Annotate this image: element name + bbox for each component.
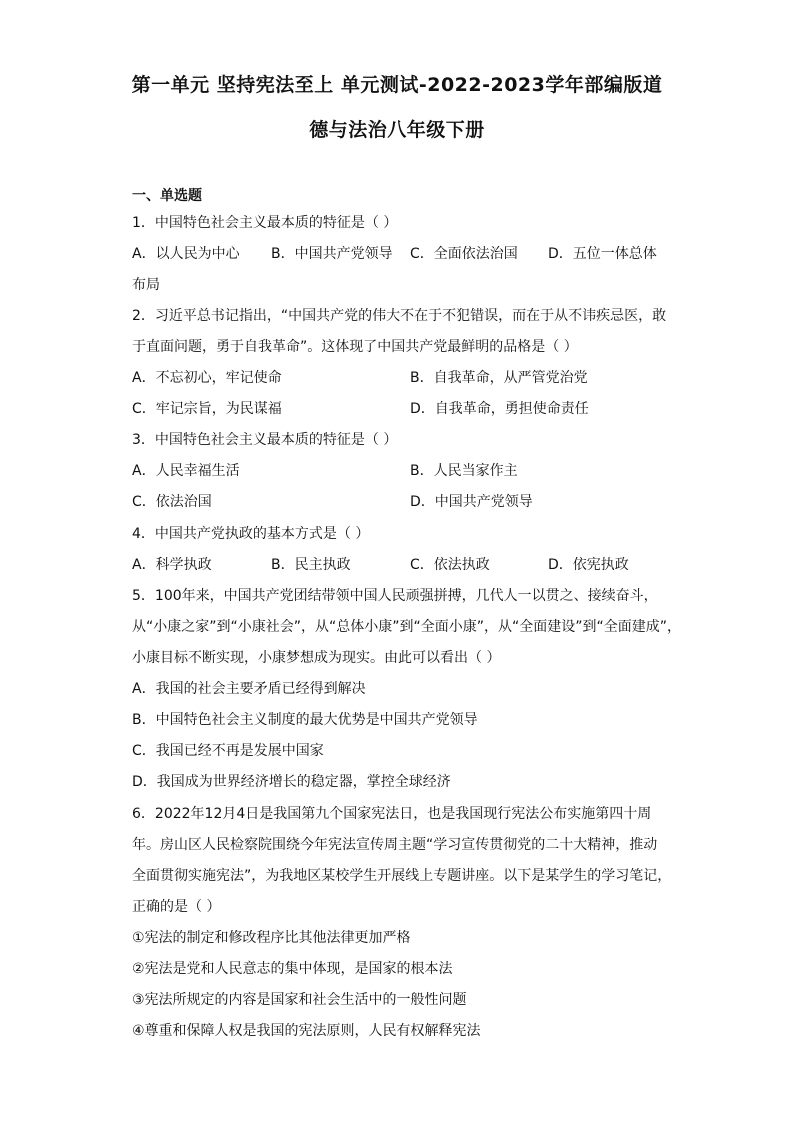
question-3-stem: 3．中国特色社会主义最本质的特征是（ ）	[132, 432, 398, 448]
document-title-line2: 德与法治八年级下册	[309, 119, 485, 141]
question-3-option-b: B．人民当家作主	[410, 463, 518, 479]
question-5-option-a: A．我国的社会主要矛盾已经得到解决	[132, 681, 366, 697]
question-6-stem-line1: 6．2022年12月4日是我国第九个国家宪法日，也是我国现行宪法公布实施第四十周	[132, 806, 652, 822]
question-6-statement-2: ②宪法是党和人民意志的集中体现，是国家的根本法	[132, 961, 453, 977]
question-5-option-d: D．我国成为世界经济增长的稳定器，掌控全球经济	[132, 774, 451, 790]
question-2-option-d: D．自我革命，勇担使命责任	[410, 401, 589, 417]
question-5-stem-line3: 小康目标不断实现，小康梦想成为现实。由此可以看出（ ）	[132, 650, 501, 666]
question-5-option-b: B．中国特色社会主义制度的最大优势是中国共产党领导	[132, 712, 478, 728]
question-6-statement-4: ④尊重和保障人权是我国的宪法原则，人民有权解释宪法	[132, 1023, 481, 1039]
question-3-option-d: D．中国共产党领导	[410, 494, 533, 510]
question-3-option-c: C．依法治国	[132, 494, 212, 510]
document-title-line1: 第一单元 坚持宪法至上 单元测试-2022-2023学年部编版道	[131, 74, 663, 96]
question-6-stem-line3: 全面贯彻实施宪法”，为我地区某校学生开展线上专题讲座。以下是某学生的学习笔记，	[132, 868, 672, 884]
question-1-option-d: D．五位一体总体	[548, 246, 657, 262]
question-5-stem-line2: 从“小康之家”到“小康社会”，从“总体小康”到“全面小康”，从“全面建设”到“全面建成”，	[132, 619, 682, 635]
question-1-stem: 1．中国特色社会主义最本质的特征是（ ）	[132, 215, 398, 231]
question-1-option-a: A．以人民为中心	[132, 246, 240, 262]
question-2-option-a: A．不忘初心，牢记使命	[132, 370, 282, 386]
question-6-statement-3: ③宪法所规定的内容是国家和社会生活中的一般性问题	[132, 992, 467, 1008]
question-6-stem-line4: 正确的是（ ）	[132, 899, 221, 915]
question-6-statement-1: ①宪法的制定和修改程序比其他法律更加严格	[132, 930, 411, 946]
question-2-stem-line2: 于直面问题，勇于自我革命”。这体现了中国共产党最鲜明的品格是（ ）	[132, 339, 578, 355]
question-3-option-a: A．人民幸福生活	[132, 463, 240, 479]
question-4-option-c: C．依法执政	[410, 557, 490, 573]
question-4-option-d: D．依宪执政	[548, 557, 629, 573]
question-6-stem-line2: 年。房山区人民检察院围绕今年宪法宣传周主题“学习宣传贯彻党的二十大精神，推动	[132, 837, 658, 853]
question-1-option-b: B．中国共产党领导	[271, 246, 393, 262]
question-2-option-b: B．自我革命，从严管党治党	[410, 370, 588, 386]
section-heading: 一、单选题	[132, 188, 202, 204]
question-4-option-a: A．科学执政	[132, 557, 212, 573]
question-1-option-d-continued: 布局	[132, 277, 160, 293]
question-4-option-b: B．民主执政	[271, 557, 351, 573]
question-5-stem-line1: 5．100年来，中国共产党团结带领中国人民顽强拼搏，几代人一以贯之、接续奋斗，	[132, 588, 658, 604]
question-2-option-c: C．牢记宗旨，为民谋福	[132, 401, 282, 417]
question-1-option-c: C．全面依法治国	[410, 246, 518, 262]
question-2-stem-line1: 2．习近平总书记指出，“中国共产党的伟大不在于不犯错误，而在于从不讳疾忌医，敢	[132, 308, 667, 324]
question-5-option-c: C．我国已经不再是发展中国家	[132, 743, 324, 759]
question-4-stem: 4．中国共产党执政的基本方式是（ ）	[132, 526, 370, 542]
